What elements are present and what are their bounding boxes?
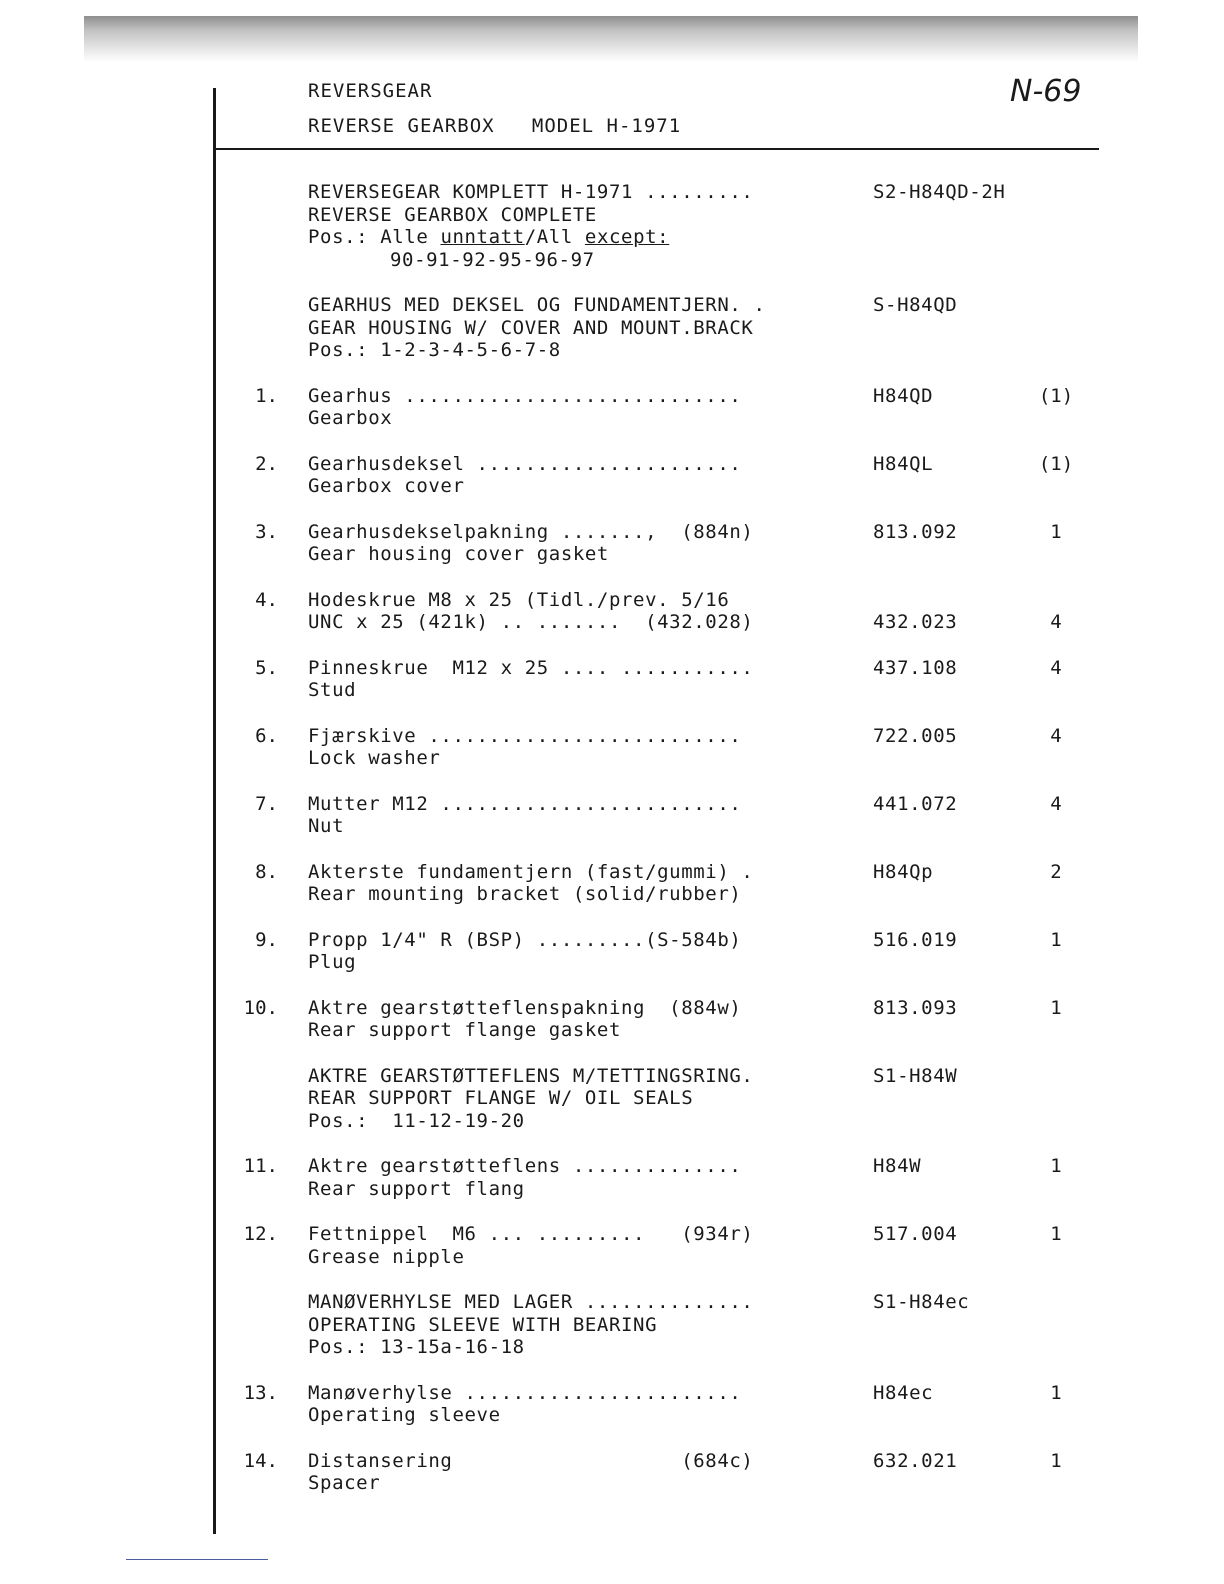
underlined-word: unntatt [440,226,525,248]
quantity: 2 [1050,860,1062,883]
part-number: H84QL [873,452,934,475]
description-text: REAR SUPPORT FLANGE W/ OIL SEALS [308,1087,694,1109]
item-number: 4. [255,588,278,611]
parts-entry [0,589,1224,634]
entry-line [0,929,1224,952]
entry-line [0,611,1224,634]
parts-entry [0,181,1224,271]
quantity: (1) [1038,384,1074,407]
description-text: REVERSE GEARBOX COMPLETE [308,203,597,226]
part-number: H84QD [873,384,934,407]
parts-entry [0,725,1224,770]
parts-entry [0,1291,1224,1359]
entry-line [0,385,1224,408]
entry-line [0,1291,1224,1314]
description-text: Gear housing cover gasket [308,543,609,565]
part-number: 432.023 [873,611,958,633]
part-number: 813.093 [873,996,958,1019]
entry-line [0,883,1224,906]
scan-shadow-band [84,16,1138,62]
part-number: H84ec [873,1381,934,1404]
description-text: Gearbox [308,407,393,429]
parts-entry [0,294,1224,362]
item-number: 6. [255,724,278,747]
description-text: GEARHUS MED DEKSEL OG FUNDAMENTJERN. . [308,294,766,316]
quantity: 1 [1050,520,1062,543]
part-number: 632.021 [873,1449,958,1472]
description-text: Gearhusdeksel ...................... [308,452,742,475]
part-number: 517.004 [873,1223,958,1245]
page-number: N-69 [1010,74,1082,109]
entry-line [0,1065,1224,1088]
description-text: UNC x 25 (421k) .. ....... (432.028) [308,611,754,633]
item-number: 2. [255,452,278,475]
position-list: 90-91-92-95-96-97 [390,248,595,271]
header-title-norwegian: REVERSGEAR [308,80,433,102]
part-number: S1-H84ec [873,1291,970,1313]
part-number: H84W [873,1155,922,1177]
quantity: 4 [1050,792,1062,815]
entry-line [0,1382,1224,1405]
description-text: Rear support flange gasket [308,1019,622,1041]
quantity: 4 [1050,724,1062,747]
description-text: Mutter M12 ......................... [308,792,742,815]
description-text: Pos.: 11-12-19-20 [308,1109,525,1132]
entry-line [0,521,1224,544]
entry-line [0,181,1224,204]
quantity: 4 [1050,656,1062,679]
parts-entry [0,929,1224,974]
part-number: S2-H84QD-2H [873,181,1006,203]
underlined-word: except: [584,226,670,248]
parts-entry [0,793,1224,838]
item-number: 7. [255,792,278,815]
entry-line [0,475,1224,498]
entry-line [0,1087,1224,1110]
entry-line [0,1019,1224,1042]
quantity: 1 [1050,1155,1062,1177]
part-number: 516.019 [873,928,958,951]
description-text: Pos.: 1-2-3-4-5-6-7-8 [308,339,561,361]
part-number: S1-H84W [873,1064,958,1087]
entry-line [0,1404,1224,1427]
entry-line [0,204,1224,227]
description-text: Plug [308,951,357,973]
part-number: 441.072 [873,792,958,815]
entry-line [0,1472,1224,1495]
quantity: (1) [1038,452,1074,475]
description-text: Akterste fundamentjern (fast/gummi) . [308,860,754,883]
description-text: Aktre gearstøtteflenspakning (884w) [308,996,742,1019]
entry-line [0,1223,1224,1246]
item-number: 8. [255,860,278,883]
item-number: 14. [243,1449,278,1472]
item-number: 5. [255,656,278,679]
item-number: 13. [243,1381,278,1404]
part-number: S-H84QD [873,294,958,316]
entry-line [0,294,1224,317]
header-rule [215,148,1099,150]
entry-line [0,793,1224,816]
item-number: 9. [255,928,278,951]
part-number: 722.005 [873,724,958,747]
parts-entry [0,1450,1224,1495]
quantity: 1 [1050,996,1062,1019]
item-number: 10. [243,996,278,1019]
entry-line [0,317,1224,340]
description-text: Fettnippel M6 ... ......... (934r) [308,1223,754,1245]
description-text: Spacer [308,1472,381,1494]
entry-line [0,815,1224,838]
entry-line [0,951,1224,974]
quantity: 1 [1050,1381,1062,1404]
parts-entry [0,1382,1224,1427]
quantity: 1 [1050,1449,1062,1472]
entry-line [0,226,1224,249]
description-text: Gearhusdekselpakning ......., (884n) [308,520,754,543]
parts-entry [0,385,1224,430]
entry-line [0,657,1224,680]
item-number: 1. [255,384,278,407]
description-text: MANØVERHYLSE MED LAGER .............. [308,1291,754,1313]
entry-line [0,453,1224,476]
parts-entry [0,657,1224,702]
entry-line [0,679,1224,702]
entry-line [0,1178,1224,1201]
description-text: Grease nipple [308,1245,465,1268]
part-number: 813.092 [873,520,958,543]
description-text: GEAR HOUSING W/ COVER AND MOUNT.BRACK [308,316,754,339]
description-text: Lock washer [308,747,441,769]
description-text: Pinneskrue M12 x 25 .... ........... [308,656,754,679]
description-text: Nut [308,815,345,837]
parts-entry [0,997,1224,1042]
footer-line [126,1559,268,1560]
entry-line [0,339,1224,362]
description-text: Fjærskive .......................... [308,724,742,747]
description-text: Hodeskrue M8 x 25 (Tidl./prev. 5/16 [308,588,730,611]
item-number: 11. [243,1155,278,1177]
entry-line [0,1314,1224,1337]
entry-line [0,1246,1224,1269]
description-text: Distansering (684c) [308,1449,754,1472]
description-text: Rear mounting bracket (solid/rubber) [308,883,742,905]
item-number: 12. [243,1223,278,1245]
description-text: OPERATING SLEEVE WITH BEARING [308,1313,658,1336]
description-text: Gearhus ............................ [308,384,742,407]
quantity: 4 [1050,611,1062,633]
entry-line [0,861,1224,884]
item-number: 3. [255,520,278,543]
entry-line [0,997,1224,1020]
header-title-english: REVERSE GEARBOX MODEL H-1971 [308,115,682,137]
parts-list [0,181,1224,1518]
parts-entry [0,1223,1224,1268]
entry-line [0,725,1224,748]
parts-entry [0,521,1224,566]
description-text: AKTRE GEARSTØTTEFLENS M/TETTINGSRING. [308,1064,754,1087]
entry-line [0,1155,1224,1178]
description-text: Propp 1/4" R (BSP) .........(S-584b) [308,928,742,951]
description-text: Aktre gearstøtteflens .............. [308,1155,742,1177]
description-text: Manøverhylse ....................... [308,1381,742,1404]
quantity: 1 [1050,1223,1062,1245]
position-note: Pos.: Alle unntatt/All except: [308,226,670,248]
parts-entry [0,1155,1224,1200]
entry-line [0,543,1224,566]
quantity: 1 [1050,928,1062,951]
description-text: Rear support flang [308,1177,525,1200]
description-text: Stud [308,679,357,701]
entry-line [0,1110,1224,1133]
entry-line [0,249,1224,272]
entry-line [0,407,1224,430]
entry-line [0,747,1224,770]
part-number: 437.108 [873,656,958,679]
parts-entry [0,1065,1224,1133]
part-number: H84Qp [873,860,934,883]
parts-entry [0,861,1224,906]
description-text: Gearbox cover [308,475,465,497]
entry-line [0,1450,1224,1473]
description-text: REVERSEGEAR KOMPLETT H-1971 ......... [308,181,754,203]
entry-line [0,589,1224,612]
description-text: Pos.: 13-15a-16-18 [308,1336,525,1358]
parts-entry [0,453,1224,498]
description-text: Operating sleeve [308,1404,501,1426]
entry-line [0,1336,1224,1359]
